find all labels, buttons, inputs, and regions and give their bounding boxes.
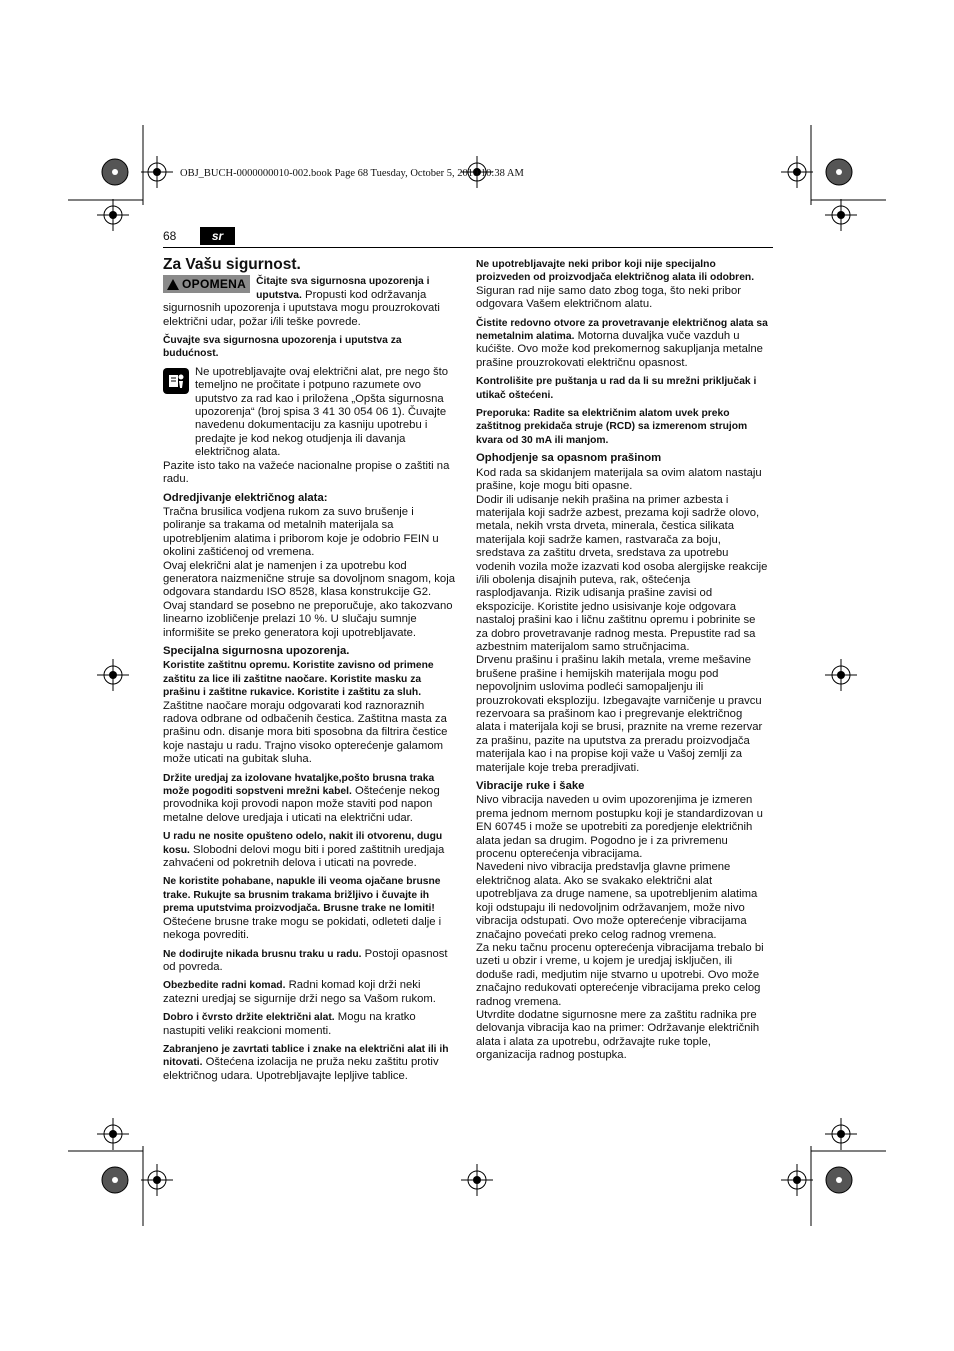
warning-label: OPOMENA bbox=[182, 276, 247, 291]
dust-paragraph-1: Kod rada sa skidanjem materijala sa ovim alatom nastaju prašine, koje mogu biti opasne. bbox=[476, 466, 762, 493]
warning-bold: Čitajte sva sigurnosna upozorenja i uputstva. bbox=[256, 276, 430, 301]
safety-item-2: Držite uredjaj za izolovane hvataljke,pošto brusna traka može pogoditi sopstveni mrežni kabel. Oštećenje nekog provodnika koji provodi napon može staviti pod napon metalne delove uredjaja i uticati na električni udar. bbox=[163, 772, 440, 824]
page-number: 68 bbox=[163, 229, 177, 243]
safety-item-3: U radu ne nosite opušteno odelo, nakit ili otvorenu, dugu kosu. Slobodni delovi mogu biti i pored zaštitnih uredjaja zahvaćeni od pokretnih delova i uticati na povrede. bbox=[163, 831, 445, 870]
registration-mark-icon bbox=[97, 1118, 129, 1150]
registration-mark-icon bbox=[781, 1164, 813, 1196]
purpose-paragraph-1: Tračna brusilica vodjena rukom za suvo brušenje i poliranje sa trakama od metalnih materijala sa upotrebljenim alatima i priborom koje je odobrio FEIN u okolini zaštićenoj od vremena. bbox=[163, 505, 439, 559]
cable-check-warning: Kontrolišite pre puštanja u rad da li su mrežni priključak i utikač oštećeni. bbox=[476, 376, 757, 401]
rcd-recommendation: Preporuka: Radite sa električnim alatom uvek preko zaštitnog prekidača struje (RCD) sa izmerenom strujom kvara od 30 mA ili manjom. bbox=[476, 408, 748, 446]
header-rule bbox=[163, 247, 773, 248]
registration-mark-icon bbox=[781, 156, 813, 188]
registration-mark-icon bbox=[141, 1164, 173, 1196]
section-title: Za Vašu sigurnost. bbox=[163, 256, 301, 273]
registration-mark-icon bbox=[141, 156, 173, 188]
right-column bbox=[476, 258, 769, 1063]
read-manual-text: Ne upotrebljavajte ovaj električni alat, pre nego što temeljno ne pročitate i potpuno razumete ovo uputstvo za rad kao i priložena „Opšta sigurnosna upozorenja“ (broj spisa 3 41 30 054 06 1). Čuvajte navedenu dokumentaciju za kasniju upotrebu i predajte je kod nekog otudjenja ili davanja električnog alata. bbox=[195, 365, 449, 459]
ventilation-warning: Čistite redovno otvore za provetravanje električnog alata sa nemetalnim alatima. Motorna duvaljka vuče vazduh u kućište. Ovo može kod prekomernog sakupljanja metalne prašine prouzrokovati električnu opasnost. bbox=[476, 317, 768, 369]
vibration-heading: Vibracije ruke i šake bbox=[476, 780, 585, 793]
registration-mark-icon bbox=[825, 199, 857, 231]
vibration-paragraph-1: Nivo vibracija naveden u ovim upozorenjima je izmeren prema jednom mernom postupku koji je standardizovan u EN 60745 i može se upotrebiti za poredjenje električnih alata jedan sa drugim. Pogodno je i za privremenu procenu opterećenja vibracijama. bbox=[476, 794, 763, 861]
dust-paragraph-2: Dodir ili udisanje nekih prašina na primer azbesta i materijala koji sadrže azbest, prezama koji sadrže olovo, metala, nekih vrsta drveta, minerala, čestica silikata materijala koji sadrže kamen, rastvarača za boju, sredstava za zaštitu drveta, sredstava za upotrebu vodenih vozila može izazvati kod osoba alergijske reakcije i/ili obolenja disajnih puteva, rak, oštećenja rasplodjavanja. Rizik udisanja prašine zavisi od ekspozicije. Koristite jedno usisivanje koje odgovara nastaloj prašini kao i ličnu zaštitnu opremu i pobrinite se za dobro provetravanje radnog mesta. Prepustite rad sa azbestnim materijalom samo stručnjacima. bbox=[476, 493, 768, 653]
file-header: OBJ_BUCH-0000000010-002.book Page 68 Tuesday, October 5, 2010 10:38 AM bbox=[180, 168, 524, 179]
vibration-paragraph-2: Navedeni nivo vibracija predstavlja glavne primene električnog alata. Ako se svakako električni alat upotrebljava za druge namene, sa upotrebljenim alatima koji odstupaju ili nedovoljnim održavanjem, može nivo vibracija odstupati. Ovo može opterećenje vibracijama značajno povećati preko celog radnog vremena. bbox=[476, 861, 758, 941]
read-manual-block bbox=[163, 366, 456, 460]
warning-text: Propusti kod održavanja sigurnosnih upozorenja i uputstava mogu prouzrokovati električni udar, požar i/ili teške povrede. bbox=[163, 288, 440, 328]
safety-item-6: Obezbedite radni komad. Radni komad koji drži neki zatezni uredjaj se sigurnije drži nego sa Vašom rukom. bbox=[163, 979, 436, 1005]
left-column bbox=[163, 258, 456, 1088]
registration-mark-icon bbox=[825, 659, 857, 691]
vibration-paragraph-4: Utvrdite dodatne sigurnosne mere za zaštitu radnika pre delovanja vibracija kao na primer: Održavanje električnih alata i alata za upotrebu, održavajte ruke tople, organizacija radnog postupka. bbox=[476, 1008, 760, 1062]
keep-instructions: Čuvajte sva sigurnosna upozorenja i uputstva za budućnost. bbox=[163, 335, 402, 360]
safety-item-7: Dobro i čvrsto držite električni alat. Mogu na kratko nastupiti veliki reakcioni momenti. bbox=[163, 1011, 416, 1037]
safety-item-1: Koristite zaštitnu opremu. Koristite zavisno od primene zaštitu za lice ili zaštitne naočare. Koristite masku za prašinu i zaštitne rukavice. Koristite i zaštitu za sluh. Zaštitne naočare moraju odgovarati kod raznoraznih radova odbrane od odbačenih čestica. Zaštitna masta za prašinu odn. disanje mora biti sposobna da filtrira čestice koje nastaju u radu. Trajno visoko opterećenje galamom može uticati na gubitak sluha. bbox=[163, 660, 448, 766]
purpose-heading: Odredjivanje električnog alata: bbox=[163, 491, 328, 504]
accessory-warning: Ne upotrebljavajte neki pribor koji nije specijalno proizveden od proizvodjača električnog alata ili odobren. Siguran rad nije samo dato zbog toga, što neki pribor odgovara Vašem električnom alatu. bbox=[476, 259, 755, 311]
registration-mark-icon bbox=[97, 199, 129, 231]
warning-badge bbox=[163, 275, 250, 293]
dust-heading: Ophodjenje sa opasnom prašinom bbox=[476, 452, 662, 465]
special-heading: Specijalna sigurnosna upozorenja. bbox=[163, 644, 350, 657]
vibration-paragraph-3: Za neku tačnu procenu opterećenja vibracijama trebalo bi uzeti u obzir i vreme, u kojem je uredjaj isključen, ili doduše radi, medjutim nije stvarno u upotrebi. Ovo može značajno redukovati opterećenje vibracijama preko celog radnog vremena. bbox=[476, 941, 764, 1008]
safety-item-4: Ne koristite pohabane, napukle ili veoma ojačane brusne trake. Rukujte sa brusnim trakama brižljivo i čuvajte ih prema uputstvima proizvodjača. Brusne trake ne lomiti! Oštećene brusne trake mogu se pokidati, odleteti dalje i nekoga povrediti. bbox=[163, 876, 442, 942]
purpose-paragraph-2: Ovaj elekrični alat je namenjen i za upotrebu kod generatora naizmenične struje sa dovoljnom snagom, koja odgovara standardu ISO 8528, klasa konstrukcije G2. Ovaj standard se posebno ne preporučuje, ako takozvano linearno izobličenje prelazi 10 %. U slučaju sumnje informišite se preko generatora koji upotrebljavate. bbox=[163, 559, 455, 639]
registration-mark-icon bbox=[461, 1164, 493, 1196]
registration-mark-icon bbox=[825, 1118, 857, 1150]
color-target-icon bbox=[102, 1167, 128, 1193]
warning-paragraph bbox=[163, 275, 456, 329]
national-rules-text: Pazite isto tako na važeće nacionalne propise o zaštiti na radu. bbox=[163, 459, 450, 486]
warning-triangle-icon bbox=[167, 279, 179, 290]
color-target-icon bbox=[826, 159, 852, 185]
registration-mark-icon bbox=[97, 659, 129, 691]
safety-item-8: Zabranjeno je zavrtati tablice i znake na električni alat ili ih nitovati. Oštećena izolacija ne pruža neku zaštitu protiv električnog udara. Upotrebljavajte lepljive tablice. bbox=[163, 1043, 449, 1082]
color-target-icon bbox=[102, 159, 128, 185]
safety-item-5: Ne dodirujte nikada brusnu traku u radu. Postoji opasnost od povreda. bbox=[163, 947, 448, 973]
language-tag: sr bbox=[200, 227, 235, 245]
dust-paragraph-3: Drvenu prašinu i prašinu lakih metala, vreme mešavine brušene prašine i hemijskih materijala mogu pod nepovoljnim uslovima podleći samopaljenju ili prouzrokovati eksploziju. Izbegavajte varničenje u pravcu rezervoara sa prašinom kao i pregrevanje električnog alata i materijala koji se brusi, praznite na vreme rezervar za prašinu, pazite na uputstva za preradu proizvodjača materijala kao i na propise koji važe u Vašoj zemlji za materijale koje treba preradjivati. bbox=[476, 654, 763, 774]
color-target-icon bbox=[826, 1167, 852, 1193]
read-manual-icon bbox=[163, 368, 189, 394]
